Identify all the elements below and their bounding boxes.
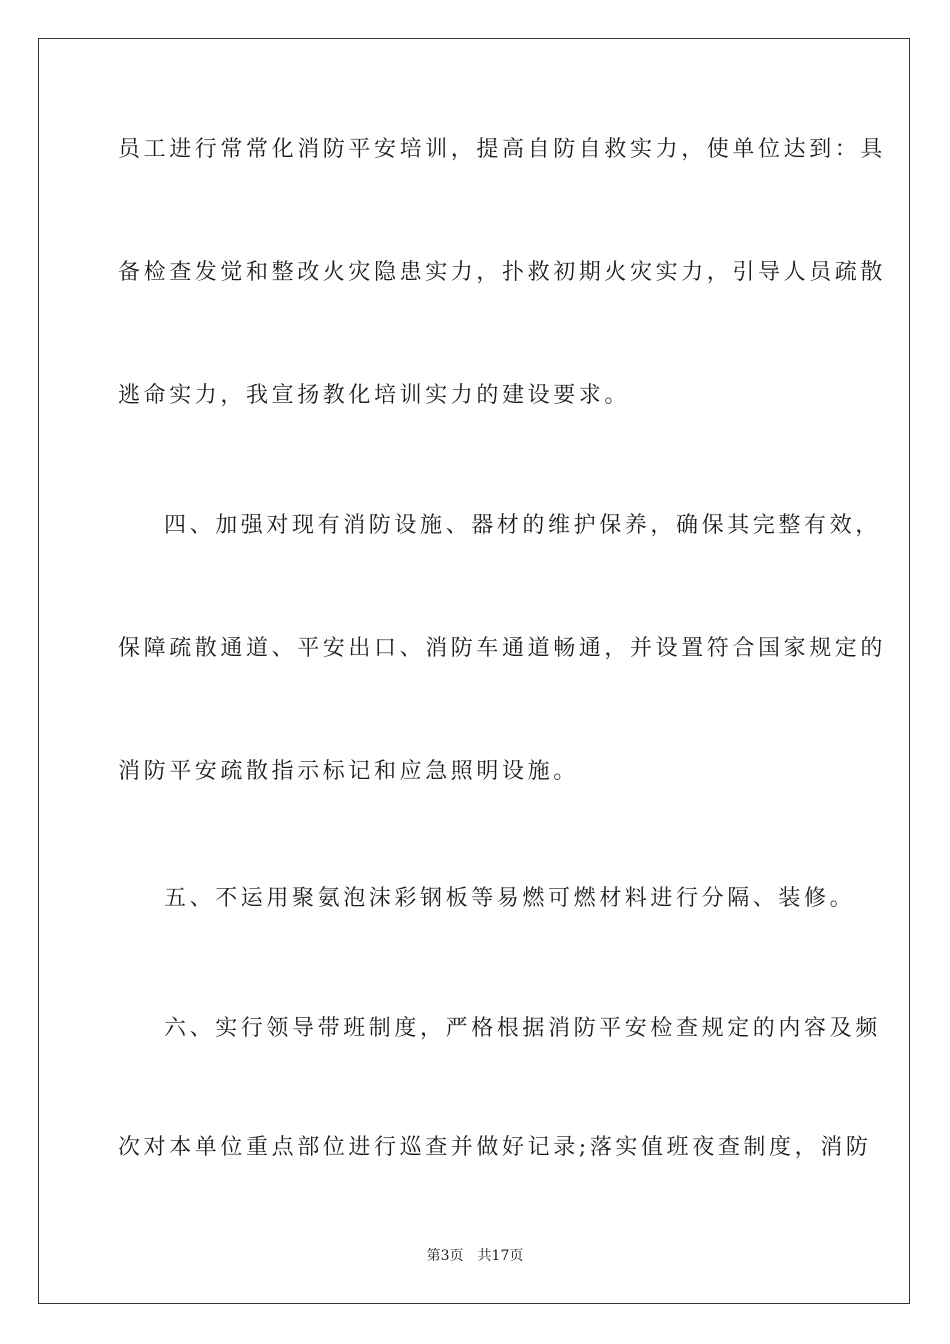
paragraph-line: 逃命实力，我宣扬教化培训实力的建设要求。 <box>118 383 631 408</box>
page-border <box>38 38 910 1304</box>
paragraph-line: 员工进行常常化消防平安培训，提高自防自救实力，使单位达到：具 <box>118 137 887 162</box>
paragraph-line: 保障疏散通道、平安出口、消防车通道畅通，并设置符合国家规定的 <box>118 636 887 661</box>
paragraph-line: 次对本单位重点部位进行巡查并做好记录;落实值班夜查制度，消防 <box>118 1135 872 1160</box>
paragraph-line: 四、加强对现有消防设施、器材的维护保养，确保其完整有效， <box>164 513 881 538</box>
paragraph-line: 备检查发觉和整改火灾隐患实力，扑救初期火灾实力，引导人员疏散 <box>118 260 887 285</box>
paragraph-line: 消防平安疏散指示标记和应急照明设施。 <box>118 759 579 784</box>
paragraph-line: 五、不运用聚氨泡沫彩钢板等易燃可燃材料进行分隔、装修。 <box>164 886 856 911</box>
paragraph-line: 六、实行领导带班制度，严格根据消防平安检查规定的内容及频 <box>164 1016 881 1041</box>
page-number-footer: 第3页 共17页 <box>426 1248 524 1264</box>
